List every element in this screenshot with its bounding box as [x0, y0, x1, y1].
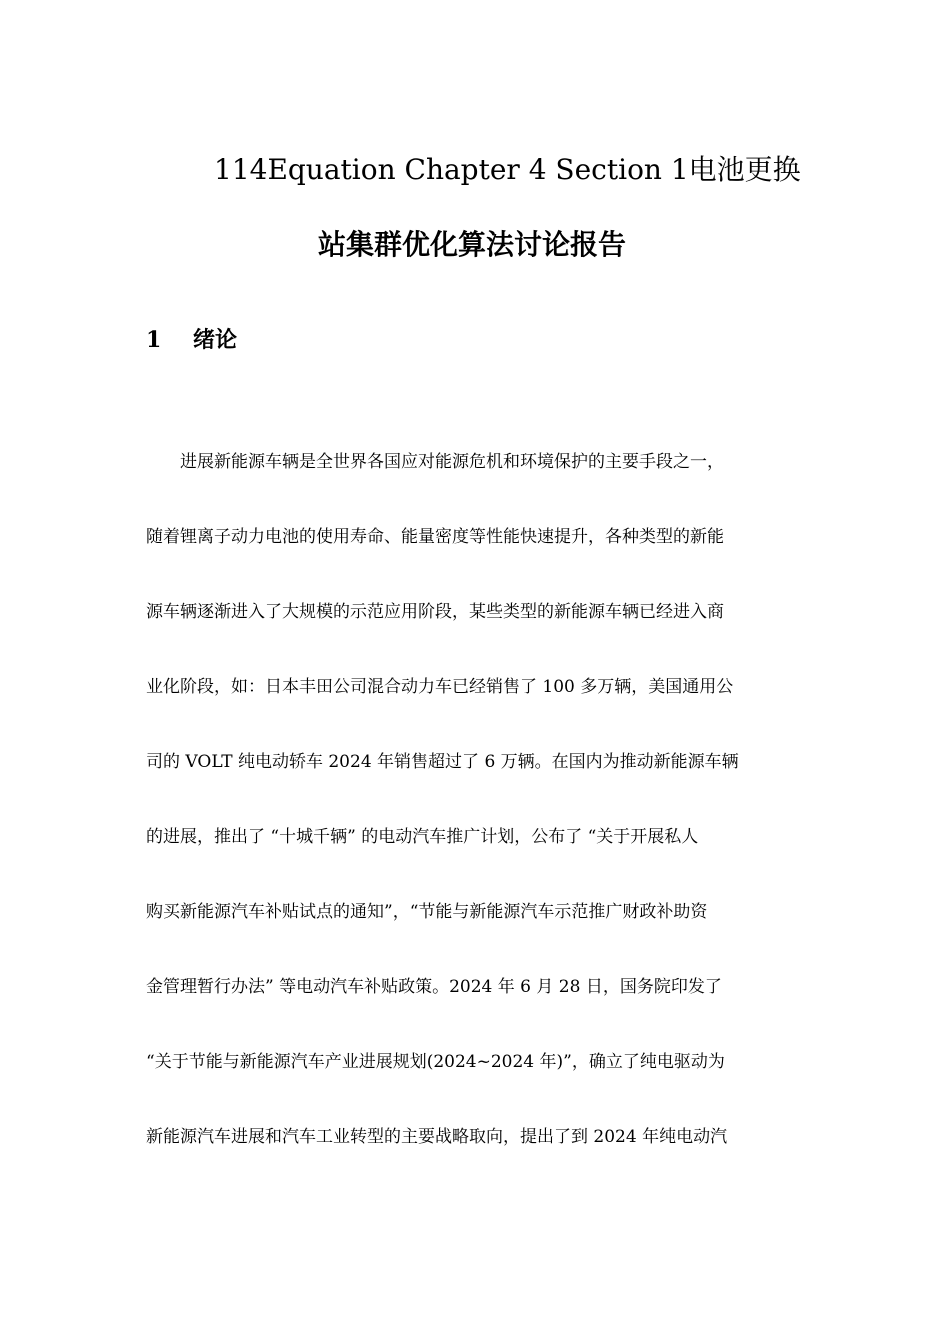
body-line: 源车辆逐渐进入了大规模的示范应用阶段，某些类型的新能源车辆已经进入商	[146, 602, 724, 622]
body-line: 业化阶段，如：日本丰田公司混合动力车已经销售了 100 多万辆，美国通用公	[146, 677, 734, 697]
body-line: 新能源汽车进展和汽车工业转型的主要战略取向，提出了到 2024 年纯电动汽	[146, 1127, 728, 1147]
section-heading	[146, 320, 237, 360]
body-line: 司的 VOLT 纯电动轿车 2024 年销售超过了 6 万辆。在国内为推动新能源车辆	[146, 752, 739, 772]
body-line: 金管理暂行办法” 等电动汽车补贴政策。2024 年 6 月 28 日，国务院印发了	[146, 977, 722, 997]
document-title-line-2: 站集群优化算法讨论报告	[318, 228, 627, 261]
section-title: 绪论	[193, 327, 238, 353]
body-line: 购买新能源汽车补贴试点的通知”，“节能与新能源汽车示范推广财政补助资	[146, 902, 708, 922]
body-line: 进展新能源车辆是全世界各国应对能源危机和环境保护的主要手段之一，	[180, 452, 724, 472]
section-number: 1	[146, 327, 162, 353]
document-title-line-1: 114Equation Chapter 4 Section 1电池更换	[214, 153, 801, 186]
body-line: 的进展，推出了 “十城千辆” 的电动汽车推广计划，公布了 “关于开展私人	[146, 827, 699, 847]
body-line: “关于节能与新能源汽车产业进展规划(2024~2024 年)”，确立了纯电驱动为	[146, 1052, 725, 1072]
body-line: 随着锂离子动力电池的使用寿命、能量密度等性能快速提升，各种类型的新能	[146, 527, 724, 547]
